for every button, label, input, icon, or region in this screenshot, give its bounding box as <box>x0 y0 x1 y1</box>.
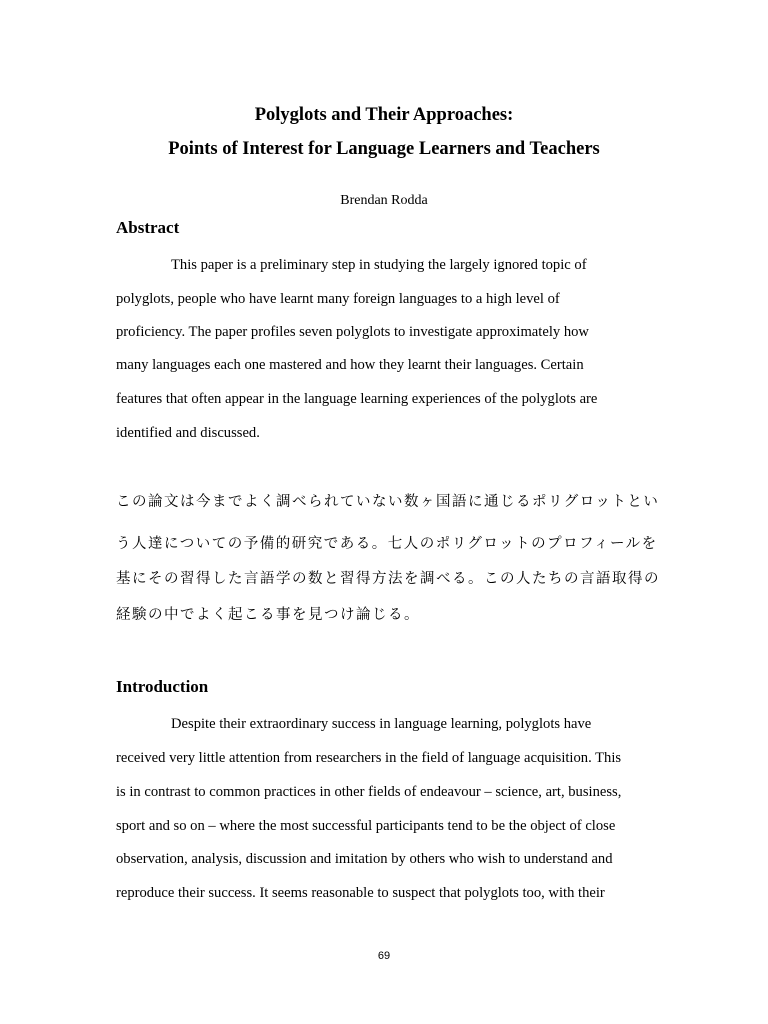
introduction-line: is in contrast to common practices in other fields of endeavour – science, art, business, <box>116 784 622 800</box>
japanese-abstract-line: う人達についての予備的研究である。七人のポリグロットのプロフィールを <box>116 536 658 552</box>
japanese-abstract-line: この論文は今までよく調べられていない数ヶ国語に通じるポリグロットとい <box>116 494 660 510</box>
abstract-line: polyglots, people who have learnt many foreign languages to a high level of <box>116 291 560 307</box>
abstract-heading: Abstract <box>116 218 180 237</box>
introduction-heading: Introduction <box>116 677 209 696</box>
japanese-abstract-line: 経験の中でよく起こる事を見つけ論じる。 <box>116 607 420 623</box>
introduction-line: sport and so on – where the most successful participants tend to be the object of close <box>116 818 616 834</box>
abstract-line: features that often appear in the language learning experiences of the polyglots are <box>116 391 598 407</box>
title-line-1: Polyglots and Their Approaches: <box>254 105 514 125</box>
abstract-line: many languages each one mastered and how they learnt their languages. Certain <box>116 357 584 373</box>
abstract-line: identified and discussed. <box>116 425 260 441</box>
introduction-line: Despite their extraordinary success in language learning, polyglots have <box>171 716 592 732</box>
abstract-line: This paper is a preliminary step in studying the largely ignored topic of <box>171 257 587 273</box>
introduction-line: reproduce their success. It seems reasonable to suspect that polyglots too, with their <box>116 885 605 901</box>
title-line-2: Points of Interest for Language Learners and Teachers <box>168 139 600 159</box>
japanese-abstract-line: 基にその習得した言語学の数と習得方法を調べる。この人たちの言語取得の <box>116 571 660 587</box>
introduction-line: observation, analysis, discussion and imitation by others who wish to understand and <box>116 851 613 867</box>
abstract-line: proficiency. The paper profiles seven polyglots to investigate approximately how <box>116 324 589 340</box>
page-number: 69 <box>377 950 391 962</box>
introduction-line: received very little attention from researchers in the field of language acquisition. This <box>116 750 622 766</box>
author-name: Brendan Rodda <box>340 193 428 208</box>
